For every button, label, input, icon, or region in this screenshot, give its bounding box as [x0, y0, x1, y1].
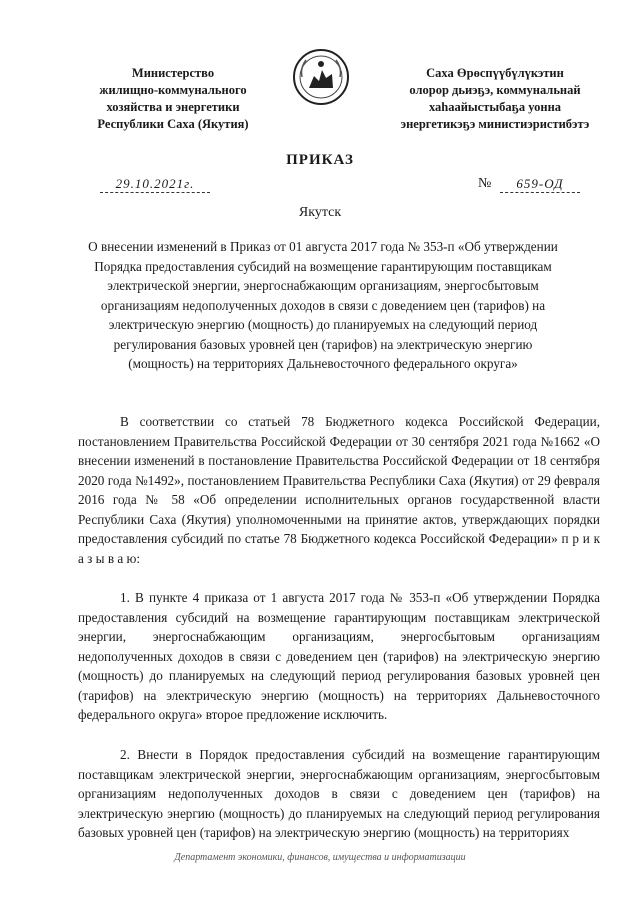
header-right-line: хаһаайыстыбаҕа уонна [428, 100, 562, 114]
header-left-line: Республики Саха (Якутия) [97, 117, 249, 131]
issue-city: Якутск [298, 205, 342, 220]
document-title: ПРИКАЗ [286, 152, 354, 168]
header-left-line: жилищно-коммунального [99, 83, 247, 97]
order-subject: О внесении изменений в Приказ от 01 августа 2017 года № 353-п «Об утверждении Порядка предоставления субсидий на возмещение гарантирующим поставщикам электрической энергии, энергоснабжающим организациям, энергосбытовым организациям недополученных доходов в связи с доведением цен (тарифов) на электрическую энергию (мощность) до планируемых на следующий период регулирования базовых уровней цен (тарифов) на электрическую энергию (мощность) на территориях Дальневосточного федерального округа» [88, 239, 558, 371]
clause-1-paragraph: 1. В пункте 4 приказа от 1 августа 2017 года № 353-п «Об утверждении Порядка предоставления субсидий на возмещение гарантирующим поставщикам электрической энергии, энергоснабжающим организациям, энергосбытовым организациям недополученных доходов в связи с доведением цен (тарифов) на электрическую энергию (мощность) до планируемых на следующий период регулирования базовых уровней цен (тарифов) на электрическую энергию (мощность) на территориях Дальневосточного федерального округа» второе предложение исключить. [78, 590, 600, 722]
department-footer: Департамент экономики, финансов, имущества и информатизации [174, 852, 466, 863]
clause-2-block [78, 745, 600, 843]
ministry-name-yakut [380, 65, 610, 133]
order-date: 29.10.2021г. [100, 176, 210, 193]
order-number-label: № [478, 176, 492, 191]
clause-1-block [78, 588, 600, 725]
header-left-line: Министерство [131, 66, 215, 80]
header-left-line: хозяйства и энергетики [106, 100, 240, 114]
header-right-line: энергетикэҕэ министиэристибэтэ [400, 117, 590, 131]
ministry-name-russian [78, 65, 268, 133]
preamble-block [78, 412, 600, 568]
clause-2-paragraph: 2. Внести в Порядок предоставления субсидий на возмещение гарантирующим поставщикам электрической энергии, энергоснабжающим организациям, энергосбытовым организациям недополученных доходов в связи с доведением цен (тарифов) на электрическую энергию (мощность) до планируемых на следующий период регулирования базовых уровней цен (тарифов) на электрическую энергию (мощность) на территориях [78, 747, 600, 840]
header-right-line: олорор дьиэҕэ, коммунальнай [409, 83, 581, 97]
order-number: 659-ОД [500, 176, 580, 193]
preamble-paragraph: В соответствии со статьей 78 Бюджетного кодекса Российской Федерации, постановлением Правительства Российской Федерации от 30 сентября 2021 года №1662 «О внесении изменений в постановление Правительства Российской Федерации от 18 сентября 2020 года №1492», постановлением Правительства Республики Саха (Якутия) от 29 февраля 2016 года № 58 «Об определении исполнительных органов государственной власти Республики Саха (Якутия) уполномоченными на принятие актов, утверждающих порядки предоставления субсидий по статье 78 Бюджетного кодекса Российской Федерации» п р и к а з ы в а ю: [78, 414, 600, 566]
header-right-line: Саха Өрөспүүбүлүкэтин [426, 66, 564, 80]
coat-of-arms-icon [292, 48, 350, 106]
